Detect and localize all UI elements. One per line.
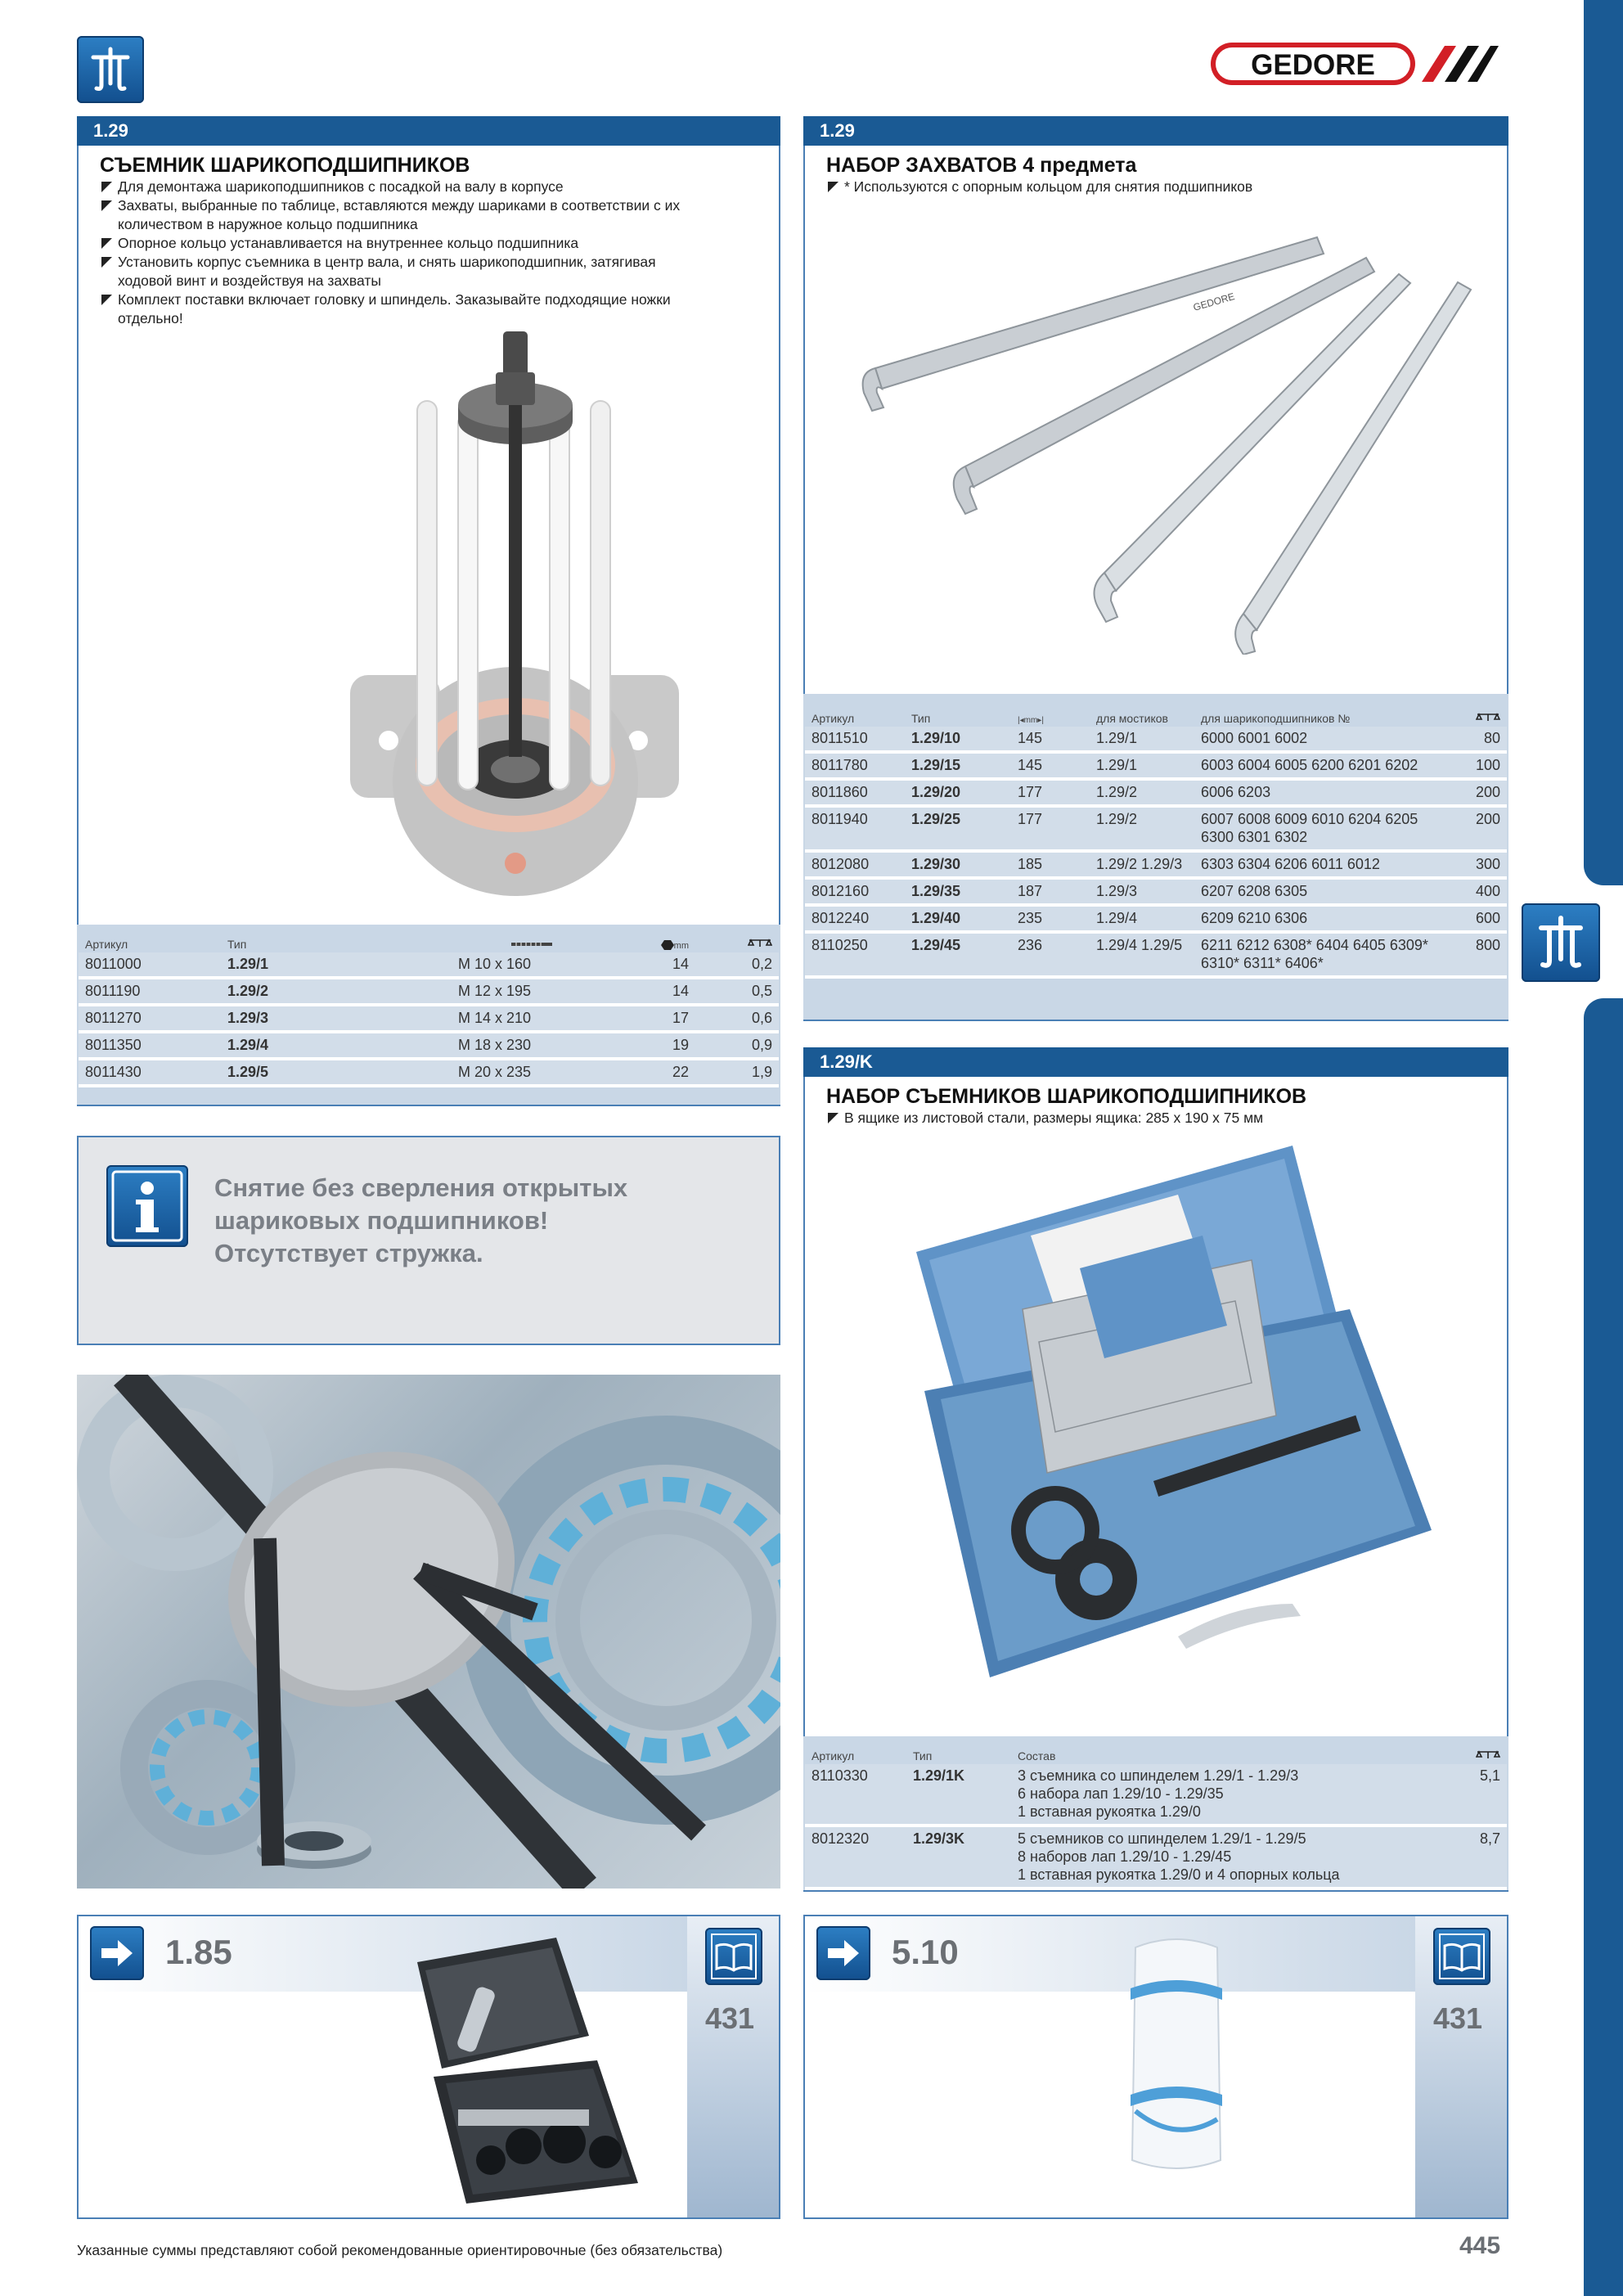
cell-wrench: 19 — [605, 1032, 695, 1059]
cell-article: 8011270 — [79, 1005, 221, 1032]
page-number: 445 — [1459, 2232, 1501, 2259]
contents-line: 5 съемников со шпинделем 1.29/1 - 1.29/5 — [1018, 1830, 1306, 1847]
cell-bridges: 1.29/3 — [1090, 878, 1194, 905]
ref-2-page[interactable]: 431 — [1433, 2001, 1483, 2035]
cell-weight: 80 — [1450, 727, 1507, 752]
cell-contents — [1011, 1764, 1441, 1826]
contents-line: 3 съемника со шпинделем 1.29/1 - 1.29/3 — [1018, 1767, 1299, 1784]
cell-length: 145 — [1011, 752, 1090, 779]
cell-type: 1.29/35 — [905, 878, 1011, 905]
steel-case-image — [908, 1146, 1448, 1694]
cell-article: 8012240 — [805, 905, 905, 932]
col-header-bearings: для шарикоподшипников № — [1201, 712, 1351, 725]
col-header-type: Тип — [227, 938, 247, 951]
col-header-type: Тип — [913, 1749, 933, 1763]
table-row — [805, 878, 1507, 905]
cell-wrench: 14 — [605, 978, 695, 1005]
ref-2-number[interactable]: 5.10 — [892, 1933, 959, 1971]
left-product-bullets — [100, 178, 689, 328]
cell-article: 8011000 — [79, 952, 221, 978]
cell-length: 177 — [1011, 806, 1090, 851]
ref-1-number[interactable]: 1.85 — [165, 1933, 232, 1971]
contents-line: 1 вставная рукоятка 1.29/0 — [1018, 1803, 1201, 1820]
bullet-item: Комплект поставки включает головку и шпиндель. Заказывайте подходящие ножки отдельно! — [100, 290, 689, 328]
table-row — [805, 727, 1507, 752]
col-header-type: Тип — [911, 712, 931, 725]
cell-bridges: 1.29/2 — [1090, 779, 1194, 806]
left-product-table — [79, 933, 779, 1087]
cell-type: 1.29/4 — [221, 1032, 458, 1059]
table-row — [805, 752, 1507, 779]
cell-weight: 200 — [1450, 779, 1507, 806]
cell-bearings: 6209 6210 6306 — [1194, 905, 1450, 932]
right-product-table — [805, 707, 1507, 979]
table-row — [79, 1005, 779, 1032]
brand-text: GEDORE — [1251, 49, 1375, 81]
cell-type: 1.29/3 — [221, 1005, 458, 1032]
ref-1-page[interactable]: 431 — [705, 2001, 755, 2035]
info-icon — [106, 1165, 188, 1247]
arrow-right-icon[interactable] — [90, 1926, 144, 1980]
kit-product-table — [805, 1745, 1507, 1890]
cell-wrench: 17 — [605, 1005, 695, 1032]
bullet-item: В ящике из листовой стали, размеры ящика: 285 x 190 x 75 мм — [826, 1109, 1481, 1128]
info-line: шариковых подшипников! — [214, 1206, 549, 1235]
cell-article: 8110250 — [805, 932, 905, 977]
bearing-puller-photo — [77, 1375, 780, 1889]
cell-weight: 800 — [1450, 932, 1507, 977]
kit-product-bullets — [826, 1109, 1481, 1128]
puller-category-icon — [77, 36, 144, 103]
kit-product-title: НАБОР СЪЕМНИКОВ ШАРИКОПОДШИПНИКОВ — [826, 1085, 1307, 1108]
col-header-article: Артикул — [85, 938, 128, 951]
weight-scale-icon — [1441, 1745, 1507, 1764]
cell-article: 8011860 — [805, 779, 905, 806]
cell-article: 8011350 — [79, 1032, 221, 1059]
cell-weight: 200 — [1450, 806, 1507, 851]
wrench-size-header: mm — [605, 933, 695, 952]
cell-article: 8110330 — [805, 1764, 906, 1826]
cell-bridges: 1.29/4 — [1090, 905, 1194, 932]
cell-bridges: 1.29/4 1.29/5 — [1090, 932, 1194, 977]
cell-bridges: 1.29/1 — [1090, 752, 1194, 779]
footer-note: Указанные суммы представляют собой рекомендованные ориентировочные (без обязательства) — [77, 2242, 723, 2258]
cell-weight: 100 — [1450, 752, 1507, 779]
bullet-item: Для демонтажа шарикоподшипников с посадкой на валу в корпусе — [100, 178, 689, 196]
cell-wrench: 22 — [605, 1059, 695, 1086]
edge-puller-icon — [1522, 903, 1600, 982]
edge-tab-top — [1584, 0, 1623, 885]
cell-weight: 0,2 — [695, 952, 779, 978]
cell-type: 1.29/2 — [221, 978, 458, 1005]
cell-article: 8011190 — [79, 978, 221, 1005]
svg-text:GEDORE: GEDORE — [1191, 290, 1236, 313]
cell-article: 8011780 — [805, 752, 905, 779]
cell-bridges: 1.29/2 — [1090, 806, 1194, 851]
cell-contents — [1011, 1826, 1441, 1889]
cell-thread: M 18 x 230 — [458, 1032, 605, 1059]
col-header-contents: Состав — [1018, 1749, 1056, 1763]
right-product-bullets — [826, 178, 1481, 196]
edge-tab-bottom — [1584, 998, 1623, 2296]
protective-pouch-image — [1119, 1931, 1234, 2177]
contents-line: 8 наборов лап 1.29/10 - 1.29/45 — [1018, 1848, 1232, 1865]
cell-weight: 8,7 — [1441, 1826, 1507, 1889]
cell-length: 177 — [1011, 779, 1090, 806]
book-icon[interactable] — [1433, 1928, 1490, 1985]
cell-length: 185 — [1011, 851, 1090, 878]
bullet-item: * Используются с опорным кольцом для снятия подшипников — [826, 178, 1481, 196]
cell-thread: M 14 x 210 — [458, 1005, 605, 1032]
puller-product-image — [344, 323, 687, 912]
right-product-code: 1.29 — [803, 116, 1508, 146]
contents-line: 6 набора лап 1.29/10 - 1.29/35 — [1018, 1785, 1224, 1802]
cell-length: 235 — [1011, 905, 1090, 932]
cell-bearings: 6000 6001 6002 — [1194, 727, 1450, 752]
cell-type: 1.29/1 — [221, 952, 458, 978]
legs-set-image — [843, 221, 1481, 655]
case-kit-image — [401, 1938, 654, 2208]
table-row — [805, 905, 1507, 932]
cell-bearings: 6007 6008 6009 6010 6204 6205 6300 6301 6302 — [1194, 806, 1450, 851]
cell-bearings: 6003 6004 6005 6200 6201 6202 — [1194, 752, 1450, 779]
bullet-item: Захваты, выбранные по таблице, вставляются между шариками в соответствии с их количеством в наружное кольцо подшипника — [100, 196, 689, 234]
table-row — [79, 952, 779, 978]
cell-article: 8012160 — [805, 878, 905, 905]
arrow-right-icon[interactable] — [816, 1926, 870, 1980]
cell-weight: 0,6 — [695, 1005, 779, 1032]
book-icon[interactable] — [705, 1928, 762, 1985]
cell-type: 1.29/40 — [905, 905, 1011, 932]
info-text — [214, 1172, 627, 1270]
cell-article: 8012080 — [805, 851, 905, 878]
left-product-title: СЪЕМНИК ШАРИКОПОДШИПНИКОВ — [100, 154, 470, 177]
info-line: Отсутствует стружка. — [214, 1239, 483, 1267]
cell-weight: 5,1 — [1441, 1764, 1507, 1826]
cell-weight: 300 — [1450, 851, 1507, 878]
bullet-item: Опорное кольцо устанавливается на внутреннее кольцо подшипника — [100, 234, 689, 253]
gedore-logo — [1207, 39, 1502, 88]
kit-product-code: 1.29/K — [803, 1047, 1508, 1077]
cell-weight: 1,9 — [695, 1059, 779, 1086]
col-header-bridges: для мостиков — [1096, 712, 1168, 725]
cell-length: 187 — [1011, 878, 1090, 905]
cell-type: 1.29/15 — [905, 752, 1011, 779]
cell-bearings: 6303 6304 6206 6011 6012 — [1194, 851, 1450, 878]
table-row — [79, 1059, 779, 1086]
cell-type: 1.29/20 — [905, 779, 1011, 806]
cell-article: 8011940 — [805, 806, 905, 851]
left-product-code: 1.29 — [77, 116, 780, 146]
info-line: Снятие без сверления открытых — [214, 1173, 628, 1202]
cell-type: 1.29/1K — [906, 1764, 1011, 1826]
spindle-thread-icon — [458, 933, 605, 952]
cell-weight: 400 — [1450, 878, 1507, 905]
cell-article: 8011430 — [79, 1059, 221, 1086]
cell-bearings: 6207 6208 6305 — [1194, 878, 1450, 905]
table-row — [805, 1826, 1507, 1889]
contents-line: 1 вставная рукоятка 1.29/0 и 4 опорных кольца — [1018, 1866, 1340, 1883]
bullet-item: Установить корпус съемника в центр вала, и снять шарикоподшипник, затягивая ходовой винт и воздействуя на захваты — [100, 253, 689, 290]
table-row — [805, 779, 1507, 806]
table-row — [805, 806, 1507, 851]
cell-type: 1.29/10 — [905, 727, 1011, 752]
cell-weight: 600 — [1450, 905, 1507, 932]
length-icon: |◂mm▸| — [1018, 716, 1044, 725]
col-header-article: Артикул — [812, 712, 855, 725]
cell-thread: M 12 x 195 — [458, 978, 605, 1005]
cell-bridges: 1.29/1 — [1090, 727, 1194, 752]
cell-type: 1.29/45 — [905, 932, 1011, 977]
cell-weight: 0,9 — [695, 1032, 779, 1059]
cell-type: 1.29/30 — [905, 851, 1011, 878]
cell-type: 1.29/3K — [906, 1826, 1011, 1889]
cell-weight: 0,5 — [695, 978, 779, 1005]
cell-type: 1.29/25 — [905, 806, 1011, 851]
cell-article: 8011510 — [805, 727, 905, 752]
cell-wrench: 14 — [605, 952, 695, 978]
cell-thread: M 10 x 160 — [458, 952, 605, 978]
weight-scale-icon — [695, 933, 779, 952]
cell-type: 1.29/5 — [221, 1059, 458, 1086]
cell-length: 145 — [1011, 727, 1090, 752]
table-row — [79, 978, 779, 1005]
cell-bearings: 6211 6212 6308* 6404 6405 6309* 6310* 6311* 6406* — [1194, 932, 1450, 977]
weight-scale-icon — [1450, 707, 1507, 727]
cell-thread: M 20 x 235 — [458, 1059, 605, 1086]
cell-bridges: 1.29/2 1.29/3 — [1090, 851, 1194, 878]
table-row — [79, 1032, 779, 1059]
cell-length: 236 — [1011, 932, 1090, 977]
col-header-article: Артикул — [812, 1749, 855, 1763]
cell-article: 8012320 — [805, 1826, 906, 1889]
table-row — [805, 851, 1507, 878]
table-row — [805, 932, 1507, 977]
cell-bearings: 6006 6203 — [1194, 779, 1450, 806]
hexagon-icon — [661, 939, 674, 951]
right-product-title: НАБОР ЗАХВАТОВ 4 предмета — [826, 154, 1137, 177]
table-row — [805, 1764, 1507, 1826]
